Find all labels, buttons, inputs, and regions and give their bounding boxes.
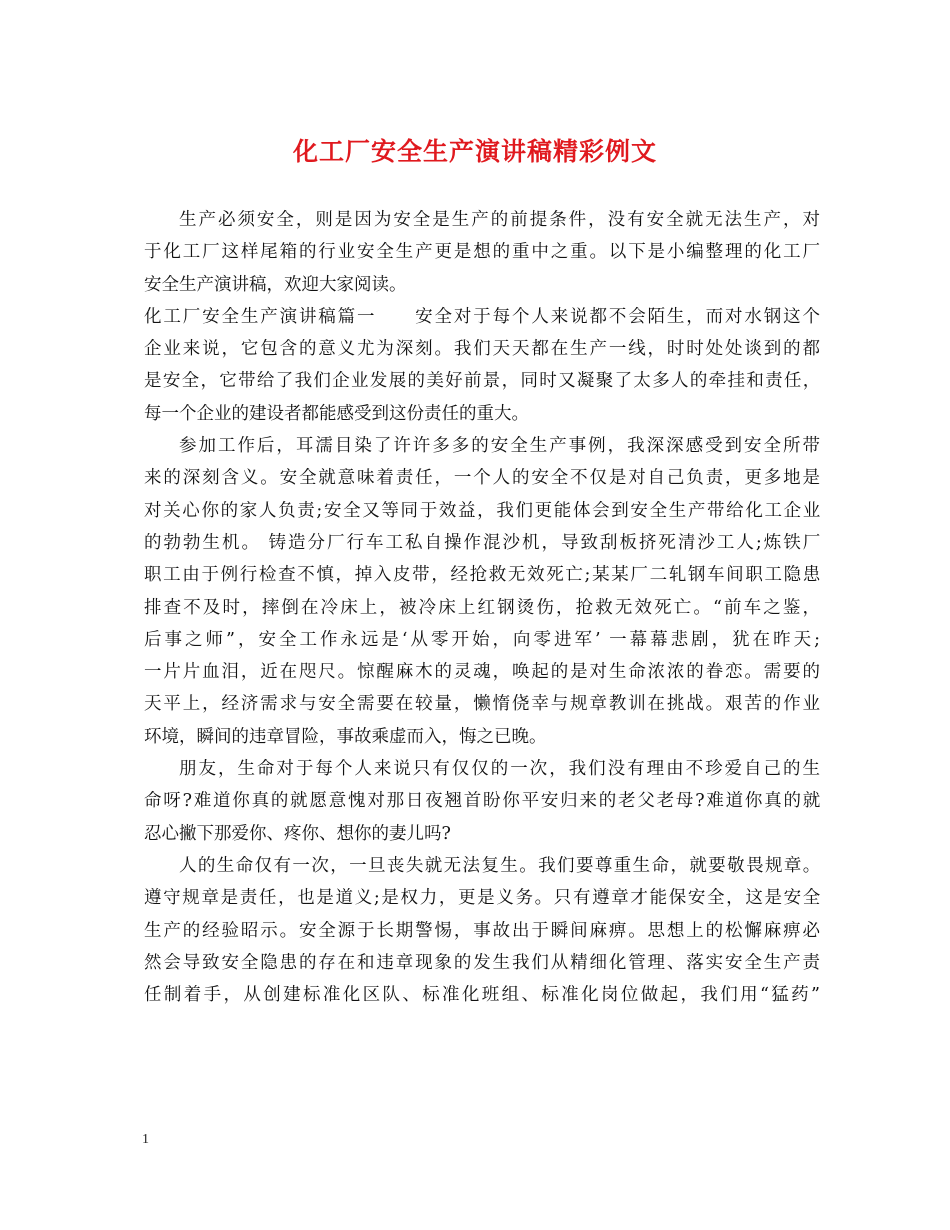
text-line: 命呀?难道你真的就愿意愧对那日夜翘首盼你平安归来的老父老母?难道你真的就 [144, 791, 820, 812]
text-line: 生产必须安全，则是因为安全是生产的前提条件，没有安全就无法生产，对 [179, 210, 820, 230]
text-line: 人的生命仅有一次，一旦丧失就无法复生。我们要尊重生命，就要敬畏规章。 [179, 855, 820, 876]
document-title: 化工厂安全生产演讲稿精彩例文 [292, 137, 657, 166]
text-line: 任制着手，从创建标准化区队、标准化班组、标准化岗位做起，我们用“猛药” [144, 985, 820, 1006]
text-line: 然会导致安全隐患的存在和违章现象的发生我们从精细化管理、落实安全生产责 [144, 952, 820, 973]
text-line: 遵守规章是责任，也是道义;是权力，更是义务。只有遵章才能保安全，这是安全 [144, 888, 820, 909]
text-line: 一片片血泪，近在咫尺。惊醒麻木的灵魂，唤起的是对生命浓浓的眷恋。需要的 [144, 662, 820, 683]
text-line: 参加工作后，耳濡目染了许许多多的安全生产事例，我深深感受到安全所带 [179, 436, 820, 457]
text-line: 每一个企业的建设者都能感受到这份责任的重大。 [144, 403, 529, 424]
text-line: 是安全，它带给了我们企业发展的美好前景，同时又凝聚了太多人的牵挂和责任， [144, 371, 820, 392]
text-line: 于化工厂这样尾箱的行业安全生产更是想的重中之重。以下是小编整理的化工厂 [144, 242, 820, 263]
text-line: 企业来说，它包含的意义尤为深刻。我们天天都在生产一线，时时处处谈到的都 [144, 339, 820, 360]
text-line: 排查不及时，摔倒在冷床上，被冷床上红钢烫伤，抢救无效死亡。“前车之鉴， [144, 597, 820, 618]
text-line: 来的深刻含义。安全就意味着责任，一个人的安全不仅是对自己负责，更多地是 [144, 468, 820, 489]
text-line: 忍心撇下那爱你、疼你、想你的妻儿吗? [144, 823, 451, 844]
text-line: 朋友，生命对于每个人来说只有仅仅的一次，我们没有理由不珍爱自己的生 [179, 759, 820, 780]
document-body [144, 204, 820, 1011]
text-line: 生产的经验昭示。安全源于长期警惕，事故出于瞬间麻痹。思想上的松懈麻痹必 [144, 920, 820, 941]
text-line: 安全生产演讲稿，欢迎大家阅读。 [144, 274, 407, 295]
text-line: 天平上，经济需求与安全需要在较量，懒惰侥幸与规章教训在挑战。艰苦的作业 [144, 694, 820, 715]
text-line: 后事之师”，安全工作永远是‘从零开始，向零进军’ 一幕幕悲剧，犹在昨天; [144, 629, 820, 650]
text-line: 环境，瞬间的违章冒险，事故乘虚而入，悔之已晚。 [144, 726, 547, 747]
text-line: 对关心你的家人负责;安全又等同于效益，我们更能体会到安全生产带给化工企业 [144, 500, 820, 521]
page-number: 1 [142, 1132, 149, 1147]
text-line: 的勃勃生机。 铸造分厂行车工私自操作混沙机，导致刮板挤死清沙工人;炼铁厂 [144, 532, 820, 553]
text-line: 化工厂安全生产演讲稿篇一 安全对于每个人来说都不会陌生，而对水钢这个 [144, 306, 820, 327]
text-line: 职工由于例行检查不慎，掉入皮带，经抢救无效死亡;某某厂二轧钢车间职工隐患 [144, 565, 820, 586]
